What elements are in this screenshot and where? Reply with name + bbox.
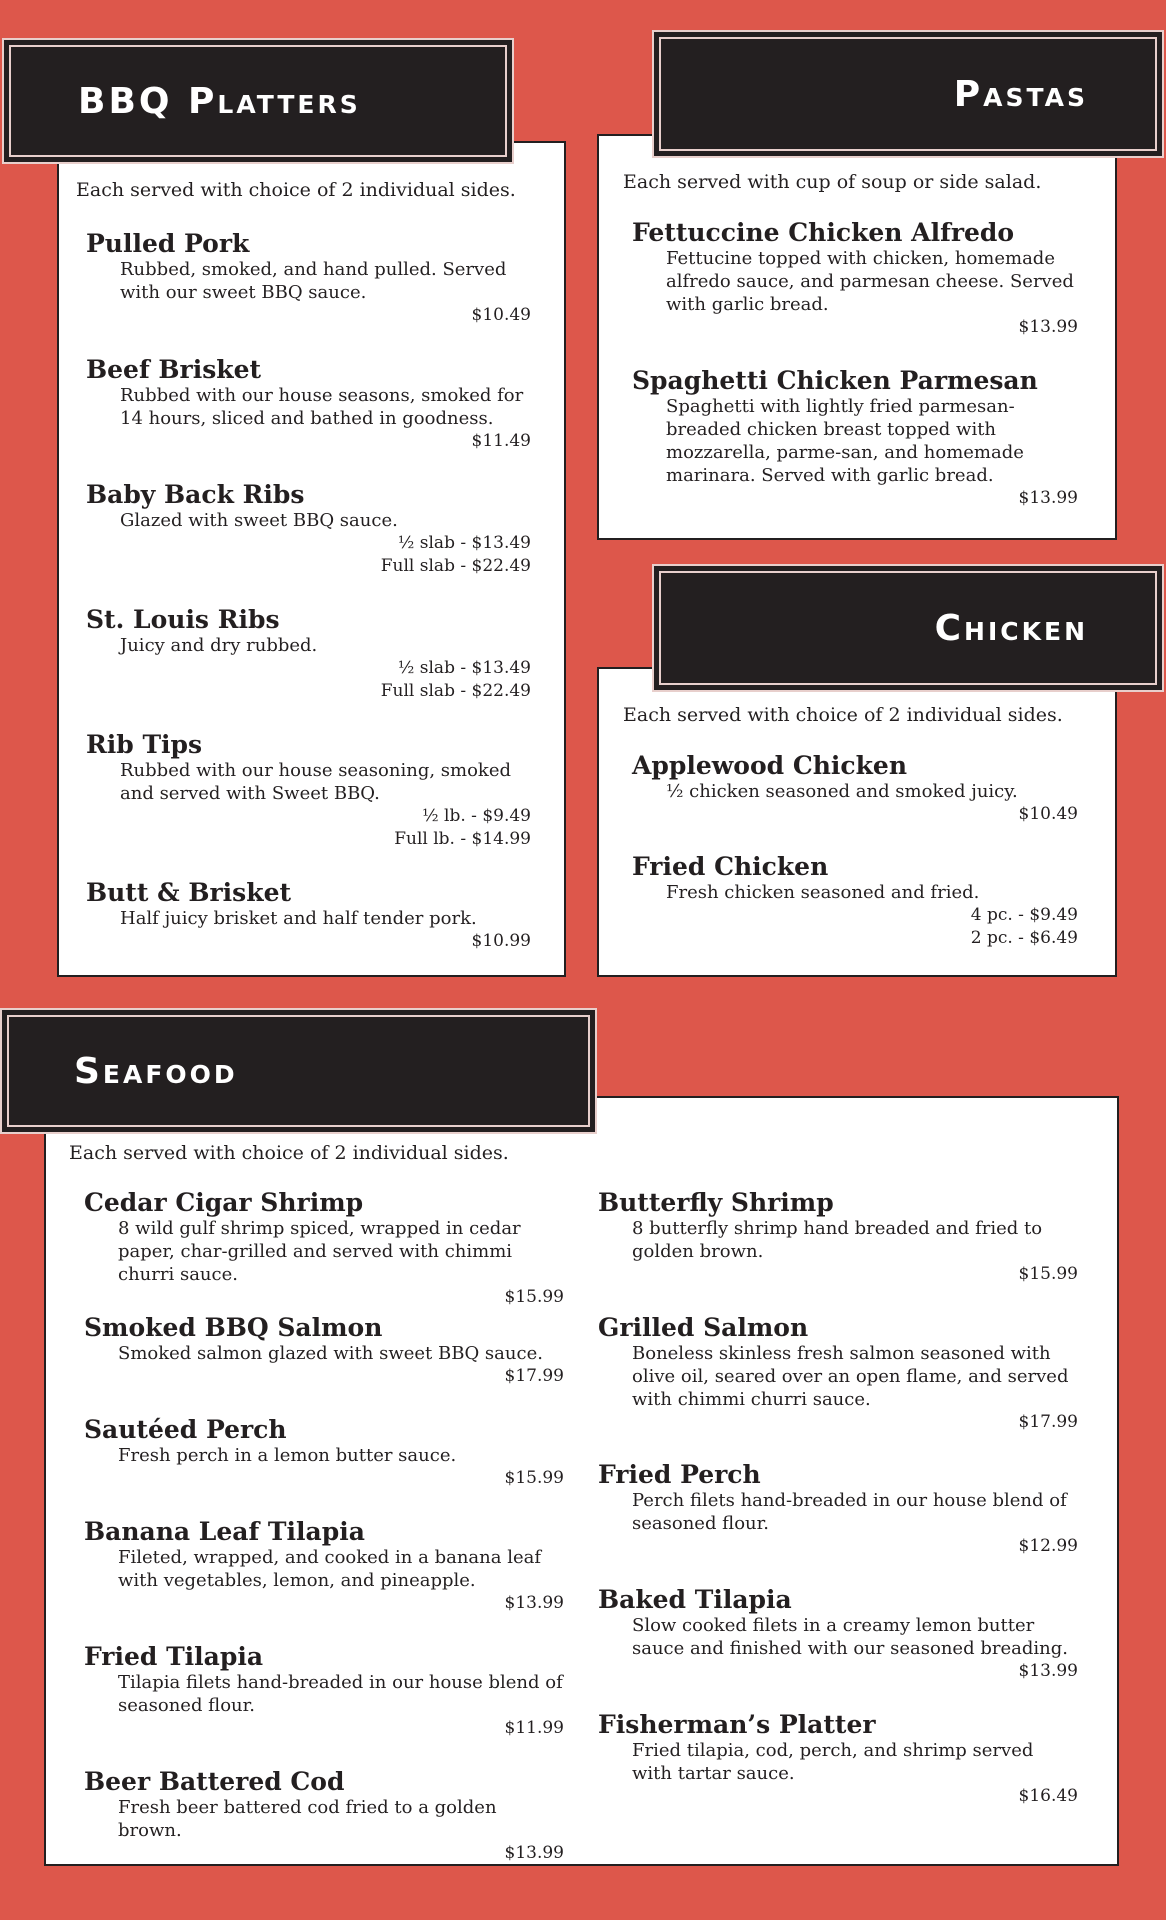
item-name: Fried Chicken xyxy=(632,852,829,881)
bbq-header xyxy=(4,40,512,162)
item-price: ½ lb. - $9.49 xyxy=(422,806,531,826)
item-price: 4 pc. - $9.49 xyxy=(970,905,1078,925)
item-description: Rubbed, smoked, and hand pulled. Served with our sweet BBQ sauce. xyxy=(120,259,507,303)
item-price: 2 pc. - $6.49 xyxy=(970,928,1078,948)
item-description: Fresh perch in a lemon butter sauce. xyxy=(118,1445,457,1466)
item-name: St. Louis Ribs xyxy=(86,605,280,634)
seafood-item xyxy=(84,1189,564,1309)
bbq-intro: Each served with choice of 2 individual sides. xyxy=(76,179,516,201)
item-name: Baby Back Ribs xyxy=(86,480,305,509)
chicken-intro: Each served with choice of 2 individual sides. xyxy=(623,704,1063,726)
item-price: $15.99 xyxy=(1018,1264,1078,1284)
item-description: Slow cooked filets in a creamy lemon butter sauce and finished with our seasoned breading. xyxy=(632,1615,1068,1659)
item-price: Full slab - $22.49 xyxy=(380,681,531,701)
item-description: Tilapia filets hand-breaded in our house blend of seasoned flour. xyxy=(118,1672,563,1716)
seafood-item xyxy=(598,1711,1078,1808)
seafood-item xyxy=(84,1314,564,1388)
item-name: Sautéed Perch xyxy=(84,1415,287,1444)
bbq-item xyxy=(86,879,531,953)
item-name: Baked Tilapia xyxy=(598,1585,792,1614)
item-price: $10.49 xyxy=(471,305,531,325)
item-price: Full lb. - $14.99 xyxy=(394,829,531,849)
pastas-item xyxy=(632,219,1078,339)
item-description: ½ chicken seasoned and smoked juicy. xyxy=(666,781,1018,802)
item-price: $17.99 xyxy=(1018,1412,1078,1432)
seafood-intro: Each served with choice of 2 individual sides. xyxy=(69,1142,509,1164)
item-price: $11.49 xyxy=(471,431,531,451)
item-description: Perch filets hand-breaded in our house blend of seasoned flour. xyxy=(632,1490,1067,1534)
seafood-item xyxy=(84,1643,564,1740)
item-description: Juicy and dry rubbed. xyxy=(120,635,318,656)
item-price: $10.99 xyxy=(471,931,531,951)
pastas-title: Pastas xyxy=(953,73,1088,115)
seafood-item xyxy=(84,1416,564,1490)
item-name: Pulled Pork xyxy=(86,229,250,258)
bbq-item xyxy=(86,731,531,851)
chicken-item xyxy=(632,752,1078,826)
item-description: Half juicy brisket and half tender pork. xyxy=(120,908,477,929)
seafood-item xyxy=(598,1189,1078,1286)
item-name: Rib Tips xyxy=(86,730,203,759)
item-description: Boneless skinless fresh salmon seasoned with olive oil, seared over an open flame, and served with chimmi churri sauce. xyxy=(632,1343,1069,1410)
item-name: Fried Tilapia xyxy=(84,1642,264,1671)
seafood-item xyxy=(598,1314,1078,1434)
item-description: 8 wild gulf shrimp spiced, wrapped in cedar paper, char-grilled and served with chimmi churri sauce. xyxy=(118,1218,521,1285)
chicken-header xyxy=(654,566,1162,690)
item-description: Rubbed with our house seasoning, smoked and served with Sweet BBQ. xyxy=(120,760,512,804)
pastas-intro: Each served with cup of soup or side salad. xyxy=(623,171,1042,193)
item-price: $12.99 xyxy=(1018,1536,1078,1556)
bbq-item xyxy=(86,230,531,327)
item-price: ½ slab - $13.49 xyxy=(397,658,531,678)
item-name: Beef Brisket xyxy=(86,355,262,384)
seafood-item xyxy=(84,1768,564,1865)
item-description: Rubbed with our house seasons, smoked for 14 hours, sliced and bathed in goodness. xyxy=(120,385,524,429)
item-description: Fresh beer battered cod fried to a golden brown. xyxy=(118,1797,497,1841)
item-price: $13.99 xyxy=(1018,488,1078,508)
seafood-item xyxy=(598,1461,1078,1558)
pastas-header xyxy=(654,32,1162,156)
item-name: Spaghetti Chicken Parmesan xyxy=(632,366,1038,395)
chicken-title: Chicken xyxy=(934,607,1088,649)
item-name: Banana Leaf Tilapia xyxy=(84,1517,365,1546)
item-price: $15.99 xyxy=(504,1287,564,1307)
item-price: $13.99 xyxy=(1018,1661,1078,1681)
item-description: Smoked salmon glazed with sweet BBQ sauce. xyxy=(118,1343,543,1364)
seafood-header xyxy=(2,1010,595,1132)
seafood-item xyxy=(84,1518,564,1615)
item-name: Butterfly Shrimp xyxy=(598,1188,834,1217)
seafood-title: Seafood xyxy=(74,1050,238,1092)
item-price: $13.99 xyxy=(504,1843,564,1863)
item-name: Grilled Salmon xyxy=(598,1313,809,1342)
item-name: Butt & Brisket xyxy=(86,878,292,907)
item-description: Spaghetti with lightly fried parmesan-breaded chicken breast topped with mozzarella, parme-san, and homemade marinara. Served with garlic bread. xyxy=(666,396,1024,486)
item-description: Fresh chicken seasoned and fried. xyxy=(666,882,980,903)
item-name: Cedar Cigar Shrimp xyxy=(84,1188,364,1217)
item-price: Full slab - $22.49 xyxy=(380,556,531,576)
item-name: Beer Battered Cod xyxy=(84,1767,345,1796)
bbq-item xyxy=(86,356,531,453)
item-name: Fried Perch xyxy=(598,1460,761,1489)
item-name: Smoked BBQ Salmon xyxy=(84,1313,383,1342)
item-description: Fried tilapia, cod, perch, and shrimp served with tartar sauce. xyxy=(632,1740,1034,1784)
pastas-item xyxy=(632,367,1078,510)
item-price: $17.99 xyxy=(504,1366,564,1386)
item-description: Fileted, wrapped, and cooked in a banana leaf with vegetables, lemon, and pineapple. xyxy=(118,1547,541,1591)
item-description: Glazed with sweet BBQ sauce. xyxy=(120,510,398,531)
item-name: Fettuccine Chicken Alfredo xyxy=(632,218,1015,247)
bbq-item xyxy=(86,481,531,578)
item-description: 8 butterfly shrimp hand breaded and fried to golden brown. xyxy=(632,1218,1043,1262)
item-price: $13.99 xyxy=(504,1593,564,1613)
chicken-item xyxy=(632,853,1078,950)
item-name: Applewood Chicken xyxy=(632,751,908,780)
bbq-title: BBQ Platters xyxy=(78,80,361,122)
item-price: $13.99 xyxy=(1018,317,1078,337)
seafood-item xyxy=(598,1586,1078,1683)
bbq-item xyxy=(86,606,531,703)
item-price: $16.49 xyxy=(1018,1786,1078,1806)
item-name: Fisherman’s Platter xyxy=(598,1710,876,1739)
item-price: $11.99 xyxy=(504,1718,564,1738)
item-description: Fettucine topped with chicken, homemade alfredo sauce, and parmesan cheese. Served with garlic bread. xyxy=(666,248,1074,315)
item-price: ½ slab - $13.49 xyxy=(397,533,531,553)
item-price: $10.49 xyxy=(1018,804,1078,824)
item-price: $15.99 xyxy=(504,1468,564,1488)
